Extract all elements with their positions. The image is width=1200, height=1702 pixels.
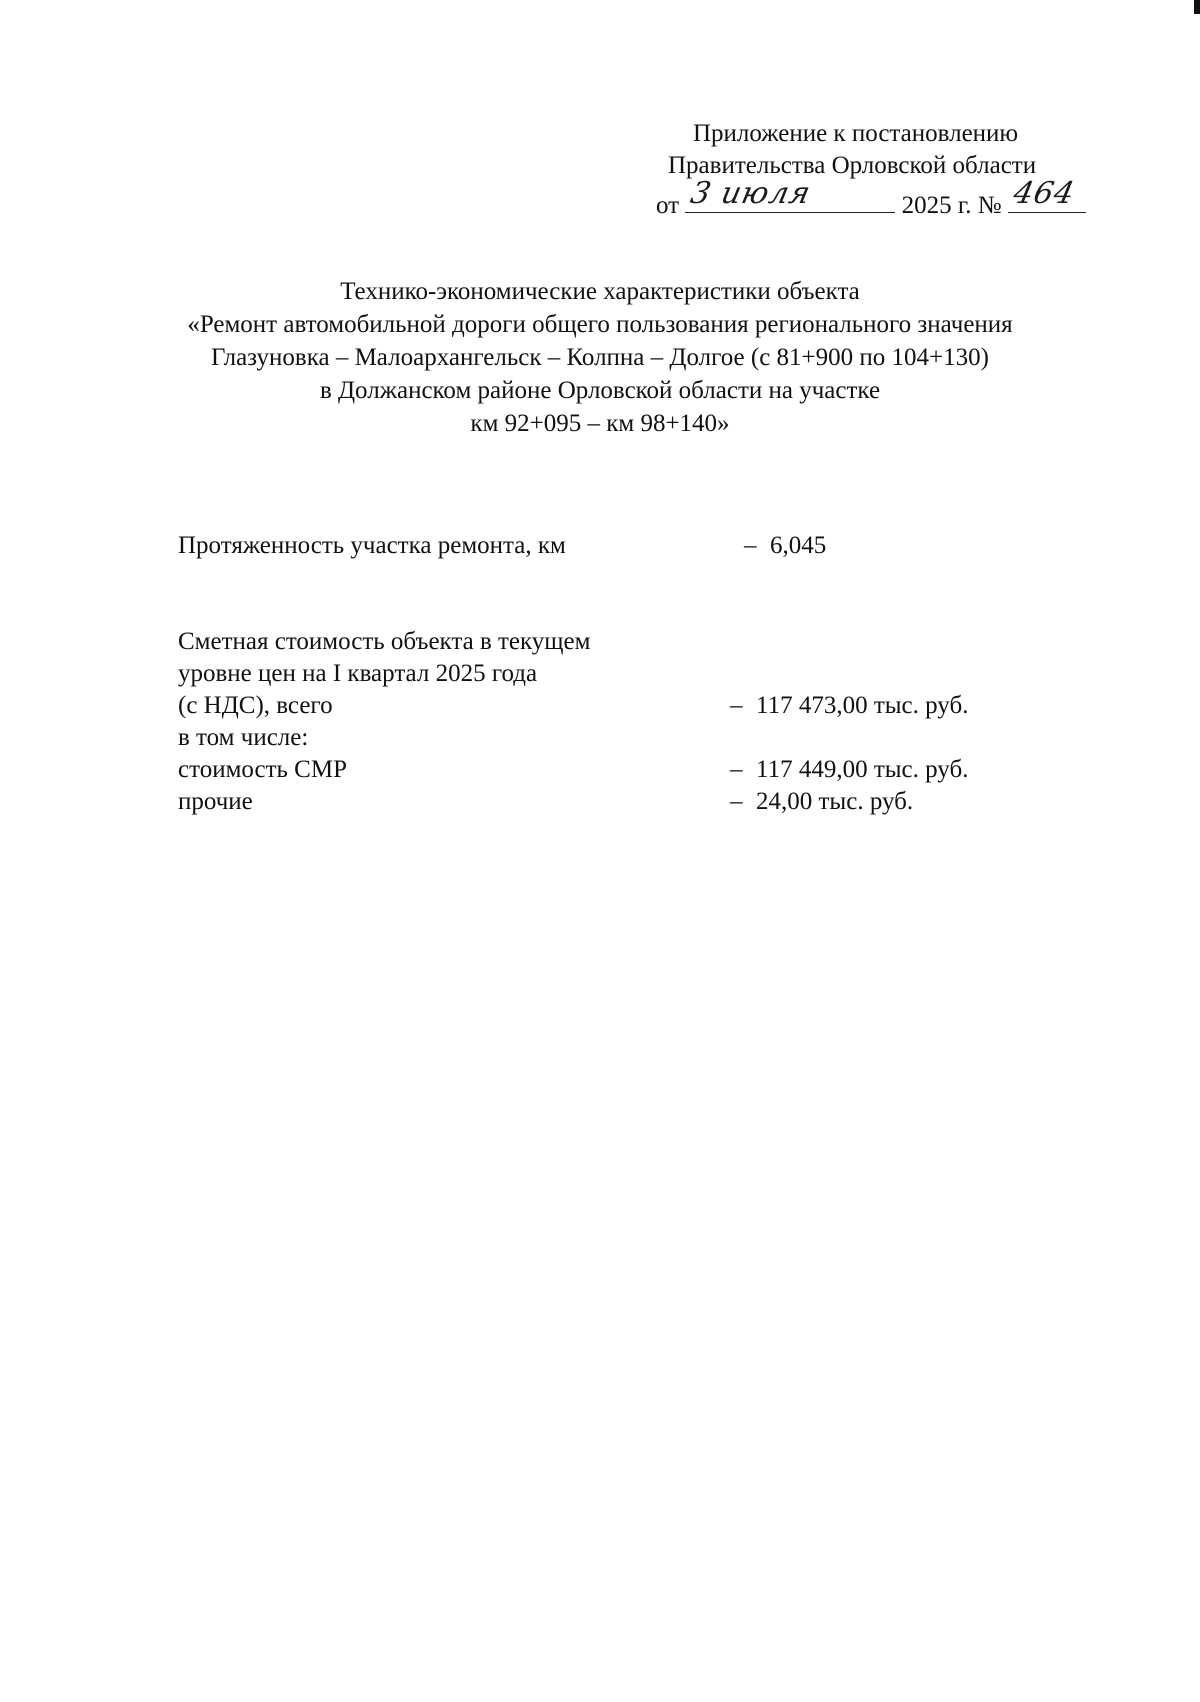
title-line: «Ремонт автомобильной дороги общего пользования регионального значения <box>187 311 1013 338</box>
title-line: Технико-экономические характеристики объекта <box>340 278 860 305</box>
appendix-date-line <box>656 176 1116 222</box>
date-prefix: от <box>656 192 680 219</box>
item-label: прочие <box>178 788 253 815</box>
length-value <box>744 530 826 562</box>
title-line: км 92+095 – км 98+140» <box>470 410 730 437</box>
item-number: 24,00 тыс. руб. <box>756 788 914 815</box>
length-number: 6,045 <box>770 532 827 559</box>
item-label: стоимость СМР <box>178 756 347 783</box>
appendix-line-2: Правительства Орловской области <box>668 152 1037 179</box>
document-title <box>150 275 1050 440</box>
scan-corner-mark <box>1194 0 1200 14</box>
including-label: в том числе: <box>178 724 309 751</box>
item-value <box>730 786 913 818</box>
item-number: 117 449,00 тыс. руб. <box>756 756 969 783</box>
title-line: Глазуновка – Малоархангельск – Колпна – Долгое (с 81+900 по 104+130) <box>211 344 989 371</box>
dash: – <box>744 532 757 559</box>
date-fill-line <box>685 176 895 213</box>
number-fill-line <box>1008 176 1086 213</box>
item-value <box>730 754 968 786</box>
title-line: в Должанском районе Орловской области на участке <box>319 377 881 404</box>
cost-label-line: Сметная стоимость объекта в текущем <box>178 628 591 655</box>
handwritten-number: 464 <box>1010 176 1078 211</box>
year-text: 2025 г. № <box>901 192 1002 219</box>
cost-label-line: уровне цен на I квартал 2025 года <box>178 660 538 687</box>
dash: – <box>730 692 743 719</box>
cost-total-number: 117 473,00 тыс. руб. <box>756 692 969 719</box>
handwritten-date: 3 июля <box>687 176 815 211</box>
cost-label-line: (с НДС), всего <box>178 692 333 719</box>
cost-total-value <box>730 690 968 722</box>
appendix-line-1: Приложение к постановлению <box>693 120 1019 147</box>
dash: – <box>730 788 743 815</box>
length-label: Протяженность участка ремонта, км <box>178 532 566 559</box>
dash: – <box>730 756 743 783</box>
